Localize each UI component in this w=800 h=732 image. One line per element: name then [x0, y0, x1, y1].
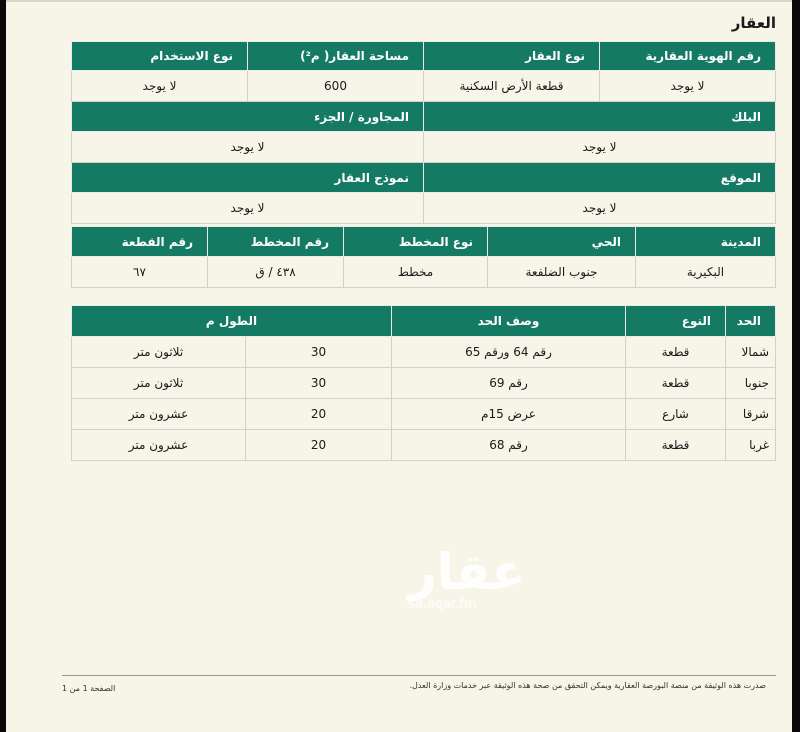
- boundary-length: 20: [246, 430, 392, 461]
- header-neighborhood-part: المجاورة / الجزء: [72, 102, 424, 132]
- boundary-side: جنوبا: [726, 368, 776, 399]
- value-plan-type: مخطط: [344, 257, 488, 288]
- header-boundary-description: وصف الحد: [392, 306, 626, 337]
- header-plan-number: رقم المخطط: [208, 227, 344, 257]
- watermark-url: sa.aqar.fm: [408, 597, 477, 612]
- value-plan-number: ٤٣٨ / ق: [208, 257, 344, 288]
- watermark-logo: عقار: [408, 543, 526, 601]
- header-property-model: نموذج العقار: [72, 163, 424, 193]
- value-location: لا يوجد: [424, 193, 776, 224]
- header-location: الموقع: [424, 163, 776, 193]
- boundary-length-text: عشرون متر: [72, 430, 246, 461]
- boundary-description: رقم 64 ورقم 65: [392, 337, 626, 368]
- header-plan-type: نوع المخطط: [344, 227, 488, 257]
- header-district: الحي: [488, 227, 636, 257]
- header-property-type: نوع العقار: [424, 42, 600, 71]
- boundary-length: 30: [246, 337, 392, 368]
- table-row: [72, 430, 776, 461]
- boundaries-table: [71, 305, 776, 461]
- boundary-description: رقم 69: [392, 368, 626, 399]
- value-property-id: لا يوجد: [600, 71, 776, 102]
- boundary-length: 30: [246, 368, 392, 399]
- boundary-type: قطعة: [626, 337, 726, 368]
- header-property-id: رقم الهوية العقارية: [600, 42, 776, 71]
- value-property-area: 600: [248, 71, 424, 102]
- footer-divider: [62, 675, 776, 676]
- header-boundary-type: النوع: [626, 306, 726, 337]
- header-property-area: مساحة العقار( م²): [248, 42, 424, 71]
- footer-note: صدرت هذه الوثيقة من منصة البورصة العقارية ويمكن التحقق من صحة هذه الوثيقة عبر خدمات وزارة العدل.: [409, 681, 766, 690]
- boundary-side: شرقا: [726, 399, 776, 430]
- table-row: [72, 399, 776, 430]
- header-usage-type: نوع الاستخدام: [72, 42, 248, 71]
- boundary-length-text: ثلاثون متر: [72, 337, 246, 368]
- header-plot-number: رقم القطعة: [72, 227, 208, 257]
- boundary-length-text: ثلاثون متر: [72, 368, 246, 399]
- value-property-model: لا يوجد: [72, 193, 424, 224]
- location-table: [71, 226, 776, 288]
- boundary-description: عرض 15م: [392, 399, 626, 430]
- property-table: [71, 41, 776, 224]
- document-page: [6, 0, 792, 732]
- header-city: المدينة: [636, 227, 776, 257]
- value-block: لا يوجد: [424, 132, 776, 163]
- boundary-length: 20: [246, 399, 392, 430]
- header-boundary: الحد: [726, 306, 776, 337]
- value-property-type: قطعة الأرض السكنية: [424, 71, 600, 102]
- value-plot-number: ٦٧: [72, 257, 208, 288]
- table-row: [72, 337, 776, 368]
- value-usage-type: لا يوجد: [72, 71, 248, 102]
- header-block: البلك: [424, 102, 776, 132]
- header-length: الطول م: [72, 306, 392, 337]
- value-neighborhood-part: لا يوجد: [72, 132, 424, 163]
- value-city: البكيرية: [636, 257, 776, 288]
- boundary-side: غربا: [726, 430, 776, 461]
- table-row: [72, 368, 776, 399]
- boundary-description: رقم 68: [392, 430, 626, 461]
- value-district: جنوب الضلفعة: [488, 257, 636, 288]
- boundary-type: قطعة: [626, 368, 726, 399]
- boundary-length-text: عشرون متر: [72, 399, 246, 430]
- top-divider: [6, 0, 792, 2]
- boundary-type: شارع: [626, 399, 726, 430]
- boundary-side: شمالا: [726, 337, 776, 368]
- page-number: الصفحة 1 من 1: [62, 684, 116, 693]
- section-title: العقار: [731, 14, 776, 32]
- boundary-type: قطعة: [626, 430, 726, 461]
